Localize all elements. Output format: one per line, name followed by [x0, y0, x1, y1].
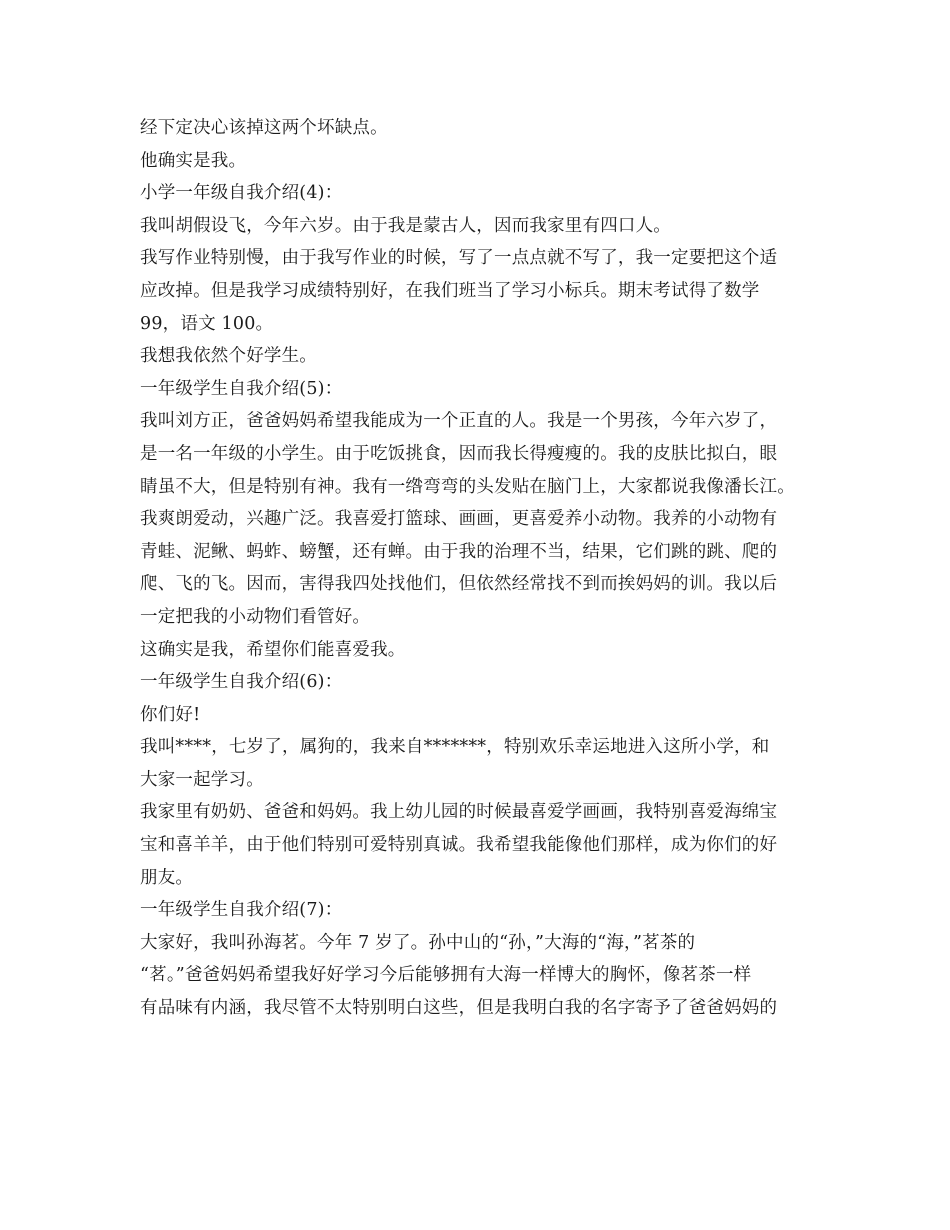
text-line: 这确实是我，希望你们能喜爱我。 — [140, 639, 406, 660]
text-line: 我家里有奶奶、爸爸和妈妈。我上幼儿园的时候最喜爱学画画，我特别喜爱海绵宝 — [140, 802, 778, 823]
text-line: 应改掉。但是我学习成绩特别好，在我们班当了学习小标兵。期末考试得了数学 — [140, 280, 760, 301]
text-line: 睛虽不大，但是特别有神。我有一绺弯弯的头发贴在脑门上，大家都说我像潘长江。 — [140, 476, 795, 497]
text-line: 我写作业特别慢，由于我写作业的时候，写了一点点就不写了，我一定要把这个适 — [140, 248, 778, 269]
text-line: 经下定决心该掉这两个坏缺点。 — [140, 118, 388, 138]
text-line: 宝和喜羊羊，由于他们特别可爱特别真诚。我希望我能像他们那样，成为你们的好 — [140, 835, 778, 856]
section-heading: 一年级学生自我介绍(6)： — [140, 672, 343, 693]
section-heading: 一年级学生自我介绍(7)： — [140, 900, 343, 921]
text-line: 大家一起学习。 — [140, 769, 264, 790]
text-line: 你们好! — [140, 704, 201, 725]
text-line: 我叫刘方正，爸爸妈妈希望我能成为一个正直的人。我是一个男孩，今年六岁了， — [140, 411, 778, 432]
text-line: 一定把我的小动物们看管好。 — [140, 606, 371, 627]
text-line: 爬、飞的飞。因而，害得我四处找他们，但依然经常找不到而挨妈妈的训。我以后 — [140, 574, 778, 595]
text-line: 有品味有内涵，我尽管不太特别明白这些，但是我明白我的名字寄予了爸爸妈妈的 — [140, 998, 778, 1019]
text-line: 我叫胡假设飞，今年六岁。由于我是蒙古人，因而我家里有四口人。 — [140, 215, 671, 236]
text-line: 他确实是我。 — [140, 150, 247, 171]
section-heading: 一年级学生自我介绍(5)： — [140, 378, 343, 399]
text-line: 我爽朗爱动，兴趣广泛。我喜爱打篮球、画画，更喜爱养小动物。我养的小动物有 — [140, 509, 778, 530]
section-heading: 小学一年级自我介绍(4)： — [140, 183, 343, 204]
document-body — [140, 112, 825, 1025]
text-line: 我叫****，七岁了，属狗的，我来自*******，特别欢乐幸运地进入这所小学，和 — [140, 737, 770, 758]
text-line: “茗。”爸爸妈妈希望我好好学习今后能够拥有大海一样博大的胸怀，像茗茶一样 — [140, 965, 752, 986]
text-line: 99，语文 100。 — [140, 313, 274, 334]
text-line: 我想我依然个好学生。 — [140, 346, 317, 367]
text-line: 青蛙、泥鳅、蚂蚱、螃蟹，还有蝉。由于我的治理不当，结果，它们跳的跳、爬的 — [140, 541, 778, 562]
text-line: 朋友。 — [140, 867, 194, 888]
text-line: 大家好，我叫孙海茗。今年 7 岁了。孙中山的“孙，”大海的“海，”茗茶的 — [140, 932, 696, 953]
text-line: 是一名一年级的小学生。由于吃饭挑食，因而我长得瘦瘦的。我的皮肤比拟白，眼 — [140, 443, 778, 464]
